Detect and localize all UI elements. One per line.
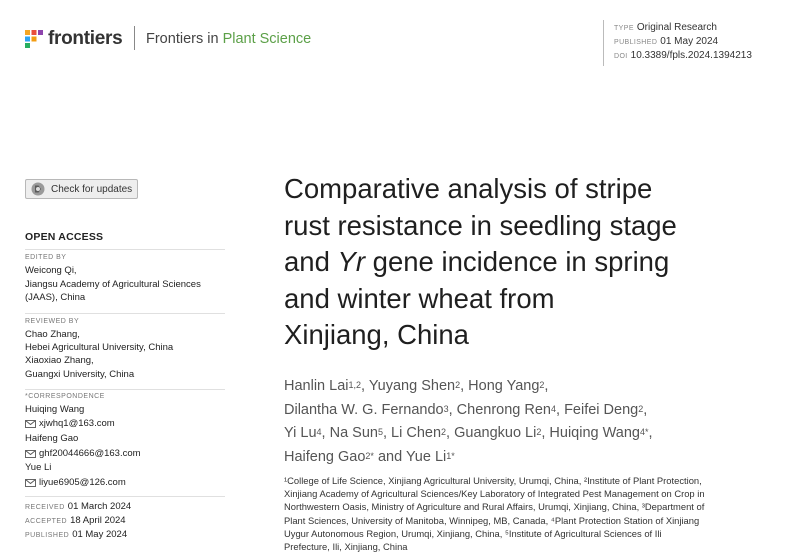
author-affiliation-marker: 2	[638, 403, 644, 414]
divider	[25, 389, 225, 390]
correspondent-name: Haifeng Gao	[25, 433, 79, 444]
author-affiliation-marker: 2	[455, 380, 461, 390]
author-affiliation-marker: 5	[377, 427, 383, 437]
title-text: Xinjiang, China	[284, 319, 469, 350]
author[interactable]	[549, 425, 648, 441]
journal-prefix: Frontiers in	[146, 31, 223, 47]
author[interactable]	[284, 425, 322, 441]
reviewer-name: Xiaoxiao Zhang,	[25, 355, 94, 366]
edited-by-heading: EDITED BY	[25, 254, 67, 261]
author-affiliation-marker: 1,2	[348, 380, 362, 390]
author[interactable]	[391, 425, 446, 441]
title-text: Comparative analysis of stripe	[284, 173, 653, 204]
gene-name: Yr	[337, 246, 366, 277]
title-line	[284, 281, 784, 318]
check-for-updates-button[interactable]: Check for updates	[25, 179, 138, 199]
check-updates-icon	[31, 182, 45, 196]
affiliation-line: Plant Sciences, University of Manitoba, Winnipeg, MB, Canada, ⁴Plant Protection Station of Xinjiang	[284, 514, 700, 526]
author-name: Li Chen	[391, 425, 442, 441]
author-name: Chenrong Ren	[456, 401, 551, 418]
author-affiliation-marker: 2	[539, 380, 545, 390]
frontiers-logo-icon	[24, 29, 44, 49]
author-affiliation-marker: 2*	[365, 450, 374, 461]
author[interactable]	[457, 402, 556, 418]
email-link[interactable]: xjwhq1@163.com	[25, 418, 115, 429]
affiliation-line: Northwestern Oasis, Ministry of Agriculture and Rural Affairs, Urumqi, Xinjiang, China, ³Department of	[284, 501, 705, 513]
title-line	[284, 208, 784, 245]
accepted-date: ACCEPTED 18 April 2024	[25, 515, 126, 526]
author-name: Feifei Deng	[564, 401, 639, 418]
email-link[interactable]: liyue6905@126.com	[25, 477, 126, 488]
correspondent-name: Yue Li	[25, 462, 52, 473]
author-affiliation-marker: 4	[550, 403, 556, 414]
divider	[25, 313, 225, 314]
author-name: Hong Yang	[468, 378, 540, 394]
author-list: Hanlin Lai$^{1,2}$, Yuyang Shen$^2$, Hong Yang$^2$, Dilantha W. G. Fernando$^3$, Chenrong Ren$^4$, Feifei Deng$^2$, Yi Lu$^4$, Na Sun$^5$, Li Chen$^2$, Guangkuo Li$^2$, Huiqing Wang$^{4*}$, Haifeng Gao$^{2*}$ and Yue $Li^{1*}$	[284, 378, 653, 465]
publisher-name: frontiers	[48, 28, 123, 49]
editor-affiliation: Jiangsu Academy of Agricultural Sciences	[25, 279, 201, 290]
author[interactable]	[406, 449, 455, 465]
title-text: and	[284, 246, 338, 277]
reviewer-affiliation: Guangxi University, China	[25, 369, 135, 380]
reviewer-name: Chao Zhang,	[25, 329, 80, 340]
author[interactable]	[454, 425, 541, 441]
affiliation-line: ¹College of Life Science, Xinjiang Agricultural University, Urumqi, China, ²Institute of Plant Protection,	[284, 475, 702, 486]
author-name: Yi Lu	[284, 425, 317, 441]
email-link[interactable]: ghf20044666@163.com	[25, 448, 141, 459]
affiliation-line: Prefecture, Ili, Xinjiang, China	[284, 541, 408, 553]
journal-field: Plant Science	[222, 31, 312, 47]
correspondence-heading: *CORRESPONDENCE	[25, 393, 105, 400]
title-line	[284, 317, 784, 354]
author-name: Yue Li	[405, 448, 447, 465]
title-line	[284, 244, 784, 281]
header-divider	[134, 26, 135, 50]
editor-name: Weicong Qi,	[25, 265, 77, 276]
title-text: rust resistance in seedling stage	[284, 209, 677, 241]
editor-affiliation: (JAAS), China	[25, 292, 86, 303]
author-affiliation-marker: 4*	[639, 427, 649, 437]
author[interactable]	[284, 402, 449, 418]
author-name: Guangkuo Li	[454, 425, 537, 441]
published-date: PUBLISHED 01 May 2024	[614, 36, 719, 47]
author-name: Na Sun	[329, 425, 378, 441]
author-name: Huiqing Wang	[549, 425, 640, 441]
author-affiliation-marker: 4	[316, 427, 322, 437]
meta-divider	[603, 20, 604, 66]
author[interactable]	[369, 378, 460, 394]
envelope-icon	[25, 420, 36, 428]
title-text: gene incidence in spring	[365, 246, 670, 277]
author[interactable]	[330, 425, 383, 441]
envelope-icon	[25, 479, 36, 487]
author[interactable]	[284, 449, 374, 465]
title-line	[284, 171, 784, 208]
affiliation-line: Xinjiang Academy of Agricultural Sciences/Key Laboratory of Integrated Pest Management on Crop in	[284, 488, 705, 500]
frontiers-logo[interactable]	[24, 27, 122, 51]
open-access-label: OPEN ACCESS	[25, 231, 104, 243]
author-affiliation-marker: 2	[441, 427, 447, 437]
affiliation-line: Uygur Autonomous Region, Urumqi, Xinjiang, China, ⁵Institute of Agricultural Sciences of Ili	[284, 527, 662, 539]
divider	[25, 496, 225, 497]
author[interactable]	[564, 402, 643, 418]
author-affiliation-marker: 2	[536, 427, 542, 437]
author-affiliation-marker: 1*	[446, 450, 455, 461]
divider	[25, 249, 225, 250]
doi[interactable]: DOI 10.3389/fpls.2024.1394213	[614, 50, 752, 61]
reviewer-affiliation: Hebei Agricultural University, China	[25, 342, 174, 353]
author-name: Haifeng Gao	[284, 448, 366, 465]
article-title	[284, 171, 784, 354]
author[interactable]	[468, 378, 544, 394]
reviewed-by-heading: REVIEWED BY	[25, 318, 80, 325]
author-name: Dilantha W. G. Fernando	[284, 401, 444, 418]
correspondent-name: Huiqing Wang	[25, 404, 85, 415]
article-type: TYPE Original Research	[614, 22, 717, 33]
author-name: Yuyang Shen	[368, 378, 456, 394]
author-affiliation-marker: 3	[443, 403, 449, 414]
received-date: RECEIVED 01 March 2024	[25, 501, 132, 512]
author-name: Hanlin Lai	[284, 378, 349, 394]
affiliations	[284, 474, 774, 553]
journal-name[interactable]	[146, 31, 311, 47]
published-date: PUBLISHED 01 May 2024	[25, 529, 128, 540]
title-text: and winter wheat from	[284, 282, 555, 314]
envelope-icon	[25, 450, 36, 458]
author[interactable]	[284, 378, 361, 394]
